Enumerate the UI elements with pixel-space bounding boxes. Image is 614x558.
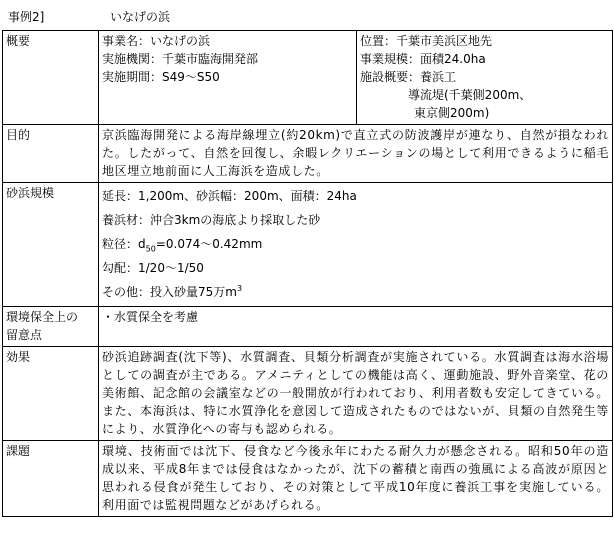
purpose-row xyxy=(3,125,613,183)
effect-label: 効果 xyxy=(3,347,99,441)
implementation-period: 実施期間：S49～S50 xyxy=(102,70,220,84)
scale-row xyxy=(3,183,613,307)
overview-left-cell xyxy=(99,31,357,125)
case-number: 事例2] xyxy=(8,10,45,24)
case-name: いなげの浜 xyxy=(110,10,171,24)
scale-label: 砂浜規模 xyxy=(3,183,99,307)
project-name: 事業名：いなげの浜 xyxy=(102,34,211,48)
environment-row xyxy=(3,307,613,347)
scale-details xyxy=(99,183,613,307)
environment-label: 環境保全上の 留意点 xyxy=(3,307,99,347)
slope: 勾配：1/20～1/50 xyxy=(102,261,204,275)
implementing-agency: 実施機関：千葉市臨海開発部 xyxy=(102,52,259,66)
project-scale: 事業規模：面積24.0ha xyxy=(360,52,486,66)
overview-row xyxy=(3,31,613,125)
grain-size: 粒径：$d_{50}=0.074\sim 0.42mm$ xyxy=(102,237,263,254)
facility-detail-1: 導流堤(千葉側200m、 xyxy=(408,88,532,102)
issues-text: 環境、技術面では沈下、侵食など今後永年にわたる耐久力が懸念される。昭和50年の造成以来、平成8年までは侵食はなかったが、沈下の蓄積と南西の強風による高波が原因と思われる侵食が発生しており、その対策として平成10年度に養浜工事を実施している。利用面では監視問題などがあげられる。 xyxy=(99,441,613,517)
document-header xyxy=(0,8,614,26)
sand-volume: その他：投入砂量75万$m^3$ xyxy=(102,284,243,299)
effect-row xyxy=(3,347,613,441)
project-table xyxy=(2,30,613,517)
purpose-label: 目的 xyxy=(3,125,99,183)
facility-detail-2: 東京側200m) xyxy=(414,106,490,120)
issues-label: 課題 xyxy=(3,441,99,517)
beach-extent: 延長：1,200m、砂浜幅：200m、面積：24ha xyxy=(102,189,357,203)
location: 位置：千葉市美浜区地先 xyxy=(360,34,493,48)
nourishment-material: 養浜材：沖合3kmの海底より採取した砂 xyxy=(102,213,321,227)
effect-text: 砂浜追跡調査(沈下等)、水質調査、貝類分析調査が実施されている。水質調査は海水浴場としての調査が主である。アメニティとしての機能は高く、運動施設、野外音楽堂、花の美術館、記念館の会議室などの一般開放が行われており、利用者数も安定してきている。また、本海浜は、特に水質浄化を意図して造成されたものではないが、貝類の自然発生等により、水質浄化への寄与も認められる。 xyxy=(99,347,613,441)
overview-label: 概要 xyxy=(3,31,99,125)
purpose-text: 京浜臨海開発による海岸線埋立(約20km)で直立式の防波護岸が連なり、自然が損なわれた。したがって、自然を回復し、余暇レクリエーションの場として利用できるように稲毛地区埋立地前面に人工海浜を造成した。 xyxy=(99,125,613,183)
issues-row xyxy=(3,441,613,517)
overview-right-cell xyxy=(357,31,613,125)
facility-summary: 施設概要：養浜工 xyxy=(360,70,457,84)
environment-text: ・水質保全を考慮 xyxy=(99,307,613,347)
